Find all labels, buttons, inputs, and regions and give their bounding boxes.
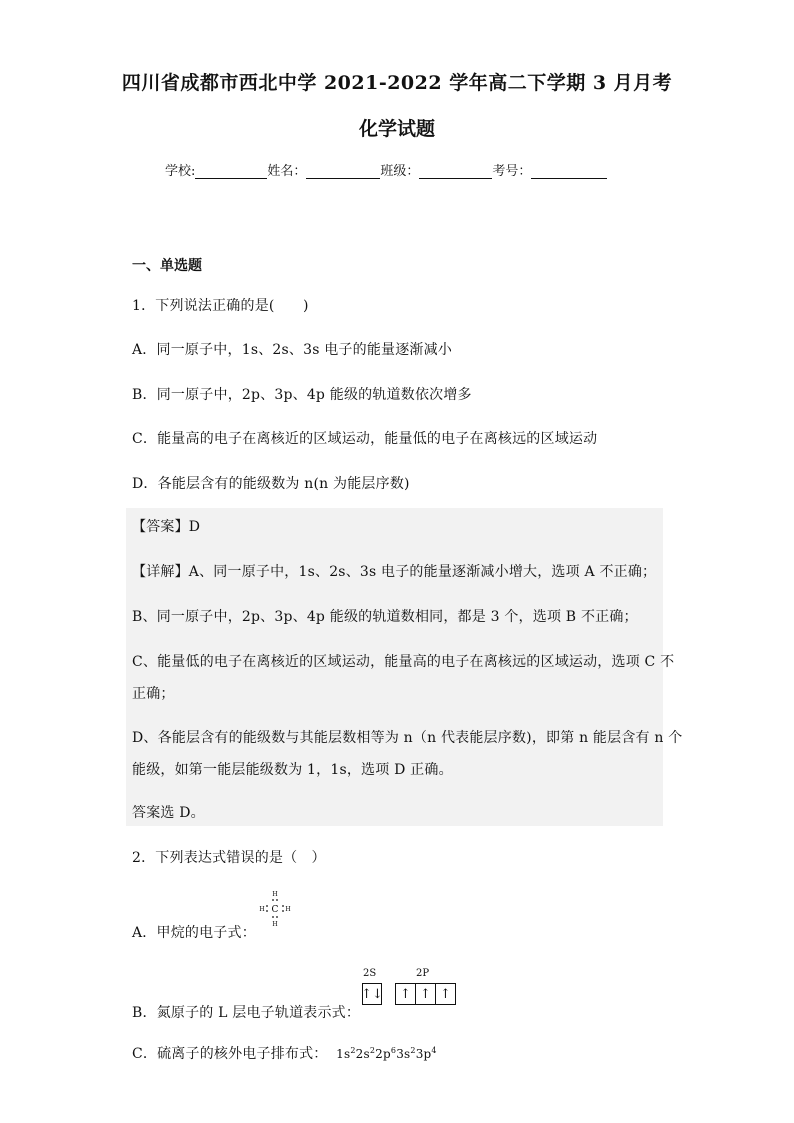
question-1-stem: 1．下列说法正确的是( ) <box>132 298 309 314</box>
explanation-line-6: 能级，如第一能层能级数为 1，1s，选项 D 正确。 <box>132 762 453 778</box>
explanation-line-5: D、各能层含有的能级数与其能层数相等为 n（n 代表能层序数)，即第 n 能层含有 n 个 <box>132 730 683 746</box>
question-1-option-a: A．同一原子中，1s、2s、3s 电子的能量逐渐减小 <box>132 342 453 358</box>
exam-title: 四川省成都市西北中学 2021-2022 学年高二下学期 3 月月考 <box>121 72 673 94</box>
explanation-line-3: C、能量低的电子在离核近的区域运动，能量高的电子在离核远的区域运动，选项 C 不 <box>132 654 675 670</box>
class-label: 班级： <box>380 164 420 179</box>
section-heading: 一、单选题 <box>132 258 202 274</box>
class-blank[interactable] <box>419 164 492 179</box>
h-atom-right: H <box>285 906 291 913</box>
h-atom-top: H <box>272 891 278 898</box>
option-c-label: C．硫离子的核外电子排布式： <box>132 1046 328 1062</box>
question-1-option-c: C．能量高的电子在离核近的区域运动，能量低的电子在离核远的区域运动 <box>132 431 598 447</box>
methane-electron-formula <box>258 888 292 928</box>
h-atom-left: H <box>259 906 265 913</box>
explanation-line-7: 答案选 D。 <box>132 805 205 821</box>
name-blank[interactable] <box>306 164 380 179</box>
answer-line: 【答案】D <box>132 519 201 535</box>
exam-number-blank[interactable] <box>531 164 607 179</box>
explanation-line-2: B、同一原子中，2p、3p、4p 能级的轨道数相同，都是 3 个，选项 B 不正确； <box>132 609 638 625</box>
orbital-label-2p: 2P <box>416 968 430 979</box>
h-atom-bottom: H <box>272 921 278 928</box>
student-info-line <box>165 160 607 179</box>
orbital-box-2p-1: ↑ <box>395 983 416 1005</box>
question-2-option-b: B．氮原子的 L 层电子轨道表示式： <box>132 1005 361 1021</box>
school-label: 学校: <box>165 164 196 179</box>
orbital-label-2s: 2S <box>363 968 377 979</box>
sulfide-electron-configuration: $1s^22s^22p^63s^23p^4$ <box>336 1046 437 1061</box>
question-2-stem: 2．下列表达式错误的是（ ） <box>132 850 326 866</box>
question-2-option-a: A．甲烷的电子式： <box>132 925 256 941</box>
explanation-line-4: 正确； <box>132 686 175 702</box>
explanation-line-1: 【详解】A、同一原子中，1s、2s、3s 电子的能量逐渐减小增大，选项 A 不正确； <box>132 564 657 580</box>
c-atom: C <box>271 905 279 915</box>
orbital-box-2p-2: ↑ <box>415 983 436 1005</box>
exam-number-label: 考号： <box>492 164 532 179</box>
orbital-box-2p-3: ↑ <box>435 983 456 1005</box>
question-1-option-d: D．各能层含有的能级数为 n(n 为能层序数) <box>132 476 410 492</box>
question-1-option-b: B．同一原子中，2p、3p、4p 能级的轨道数依次增多 <box>132 387 472 403</box>
question-2-option-c <box>132 1043 437 1063</box>
name-label: 姓名： <box>267 164 307 179</box>
school-blank[interactable] <box>195 164 267 179</box>
exam-subtitle: 化学试题 <box>358 118 435 140</box>
orbital-box-2s: ↑↓ <box>362 983 382 1005</box>
